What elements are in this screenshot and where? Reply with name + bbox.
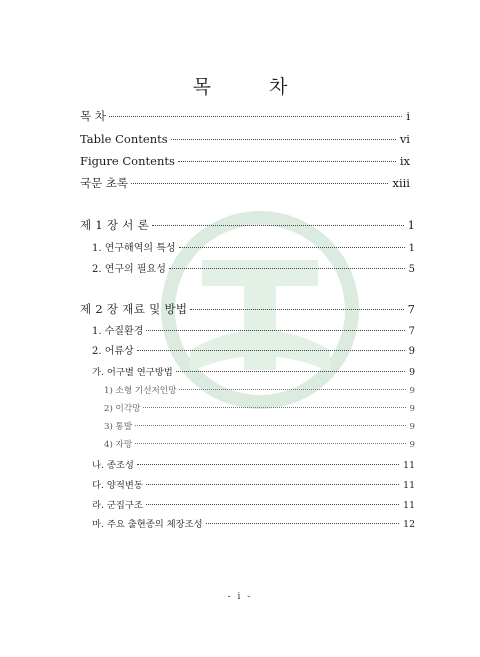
- toc-leader-dots: [179, 380, 405, 390]
- toc-leader-dots: [146, 320, 404, 331]
- toc-entry-2-2-na[interactable]: [92, 457, 415, 471]
- toc-entry-2-2-ga-1[interactable]: [104, 383, 415, 396]
- toc-entry-label: 목 차: [80, 108, 106, 123]
- toc-entry-2-2-ga-4[interactable]: [104, 437, 415, 450]
- toc-entry-label: 2) 이각망: [104, 403, 141, 414]
- page-footer-number: - i -: [227, 592, 253, 602]
- toc-entry-2-2-ga-3[interactable]: [104, 419, 415, 432]
- toc-entry-2-2[interactable]: [92, 342, 415, 357]
- toc-entry-label: 1) 소형 기선저인망: [104, 385, 177, 396]
- toc-leader-dots: [190, 297, 403, 310]
- toc-leader-dots: [152, 213, 404, 226]
- toc-entry-front-1[interactable]: [80, 107, 410, 124]
- toc-leader-dots: [109, 104, 402, 117]
- toc-leader-dots: [135, 434, 405, 444]
- toc-entry-label: 가. 어구별 연구방법: [92, 367, 173, 378]
- toc-entry-2-2-ma[interactable]: [92, 516, 415, 530]
- toc-leader-dots: [176, 362, 405, 372]
- toc-page-number: 12: [403, 519, 415, 530]
- toc-page-number: 5: [408, 264, 415, 275]
- toc-leader-dots: [179, 237, 405, 248]
- toc-leader-dots: [206, 514, 400, 524]
- toc-leader-dots: [137, 455, 399, 465]
- toc-leader-dots: [146, 475, 399, 485]
- toc-leader-dots: [169, 258, 405, 269]
- toc-entry-label: 제 2 장 재료 및 방법: [80, 301, 188, 316]
- toc-page-number: 11: [403, 460, 415, 471]
- toc-entry-label: Figure Contents: [80, 153, 175, 168]
- toc-entry-label: 마. 주요 출현종의 체장조성: [92, 519, 203, 530]
- toc-entry-1-1[interactable]: [92, 239, 415, 254]
- toc-entry-chapter-2[interactable]: [80, 300, 415, 317]
- toc-page-number: 9: [409, 403, 415, 414]
- toc-page-number: 1: [407, 217, 415, 232]
- toc-page-number: 1: [408, 243, 415, 254]
- toc-entry-label: 4) 자망: [104, 439, 133, 450]
- toc-entry-label: 3) 통발: [104, 421, 133, 432]
- toc-page-number: xiii: [392, 175, 410, 190]
- toc-entry-label: Table Contents: [80, 131, 168, 146]
- toc-page-number: 9: [409, 367, 415, 378]
- toc-entry-2-1[interactable]: [92, 322, 415, 337]
- toc-entry-2-2-ga-2[interactable]: [104, 401, 415, 414]
- toc-leader-dots: [131, 171, 388, 184]
- toc-page-number: vi: [399, 131, 410, 146]
- toc-entry-label: 라. 군집구조: [92, 500, 143, 511]
- toc-entry-1-2[interactable]: [92, 260, 415, 275]
- toc-entry-chapter-1[interactable]: [80, 216, 415, 233]
- toc-entry-label: 제 1 장 서 론: [80, 217, 150, 232]
- toc-page-number: 7: [407, 301, 415, 316]
- toc-entry-label: 국문 초록: [80, 175, 129, 190]
- toc-leader-dots: [137, 340, 405, 351]
- toc-page-number: ix: [399, 153, 410, 168]
- toc-leader-dots: [171, 127, 396, 140]
- toc-page-number: 11: [403, 500, 415, 511]
- toc-entry-2-2-ra[interactable]: [92, 497, 415, 511]
- toc-entry-label: 2. 어류상: [92, 346, 134, 357]
- toc-page-number: 9: [409, 385, 415, 396]
- toc-page-number: i: [406, 108, 410, 123]
- toc-page-number: 9: [409, 421, 415, 432]
- toc-entry-2-2-ga[interactable]: [92, 364, 415, 378]
- toc-entry-label: 1. 수질환경: [92, 326, 144, 337]
- toc-leader-dots: [146, 495, 399, 505]
- toc-entry-label: 2. 연구의 필요성: [92, 264, 166, 275]
- toc-leader-dots: [135, 416, 405, 426]
- toc-leader-dots: [143, 398, 405, 408]
- toc-page-number: 9: [409, 439, 415, 450]
- page-title: 목 차: [192, 76, 314, 98]
- toc-page-number: 7: [408, 326, 415, 337]
- toc-entry-label: 나. 종조성: [92, 460, 134, 471]
- toc-page-number: 11: [403, 480, 415, 491]
- toc-entry-front-4[interactable]: [80, 174, 410, 191]
- toc-entry-label: 다. 양적변동: [92, 480, 143, 491]
- toc-entry-2-2-da[interactable]: [92, 477, 415, 491]
- toc-page-number: 9: [408, 346, 415, 357]
- toc-leader-dots: [178, 149, 396, 162]
- toc-entry-front-3[interactable]: [80, 152, 410, 168]
- toc-entry-label: 1. 연구해역의 특성: [92, 243, 176, 254]
- toc-entry-front-2[interactable]: [80, 130, 410, 146]
